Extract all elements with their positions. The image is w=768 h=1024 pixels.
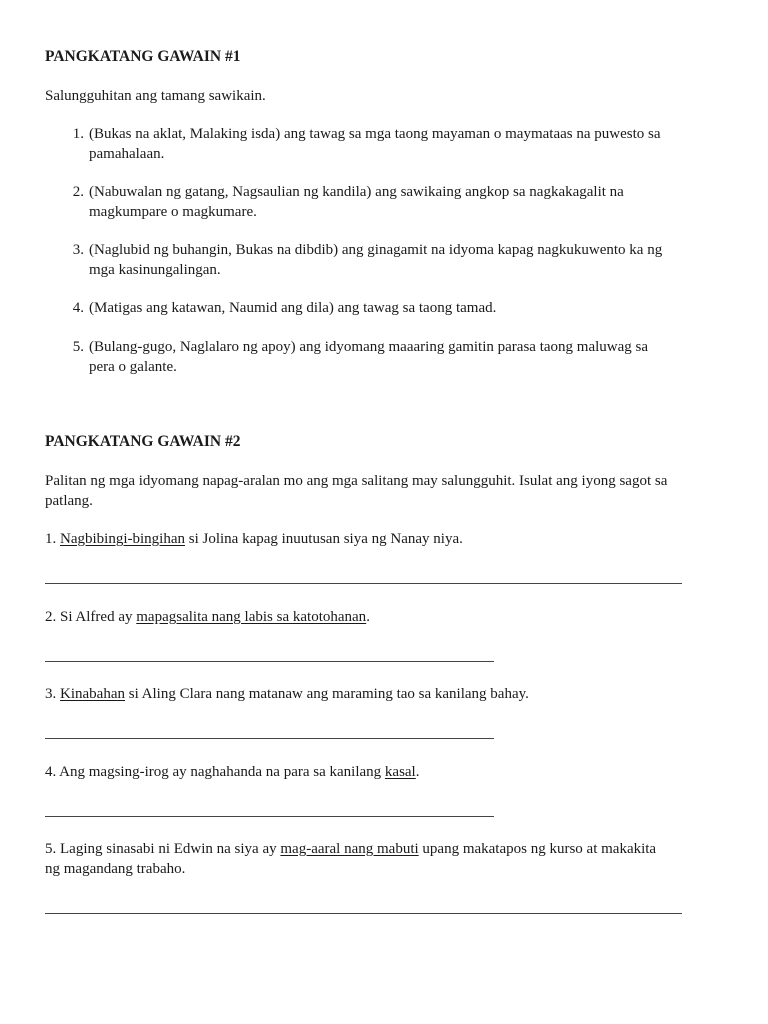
underlined-phrase: mapagsalita nang labis sa katotohanan <box>136 609 367 625</box>
section1-instruction: Salungguhitan ang tamang sawikain. <box>45 88 266 104</box>
item-number: 5. <box>72 339 84 355</box>
question-prefix: 1. <box>45 531 60 547</box>
list-item <box>0 182 768 222</box>
item-text: (Matigas ang katawan, Naumid ang dila) ang tawag sa taong tamad. <box>89 300 497 316</box>
list-item <box>0 240 768 280</box>
item-number: 4. <box>72 300 84 316</box>
item-text-continued: pera o galante. <box>89 359 177 375</box>
list-item <box>0 124 768 164</box>
underlined-phrase: Nagbibingi-bingihan <box>60 531 185 547</box>
question-3 <box>45 684 529 704</box>
answer-blank-3[interactable] <box>45 738 494 739</box>
question-suffix: upang makatapos ng kurso at makakita <box>418 841 657 857</box>
list-item <box>0 337 768 377</box>
item-text: (Bulang-gugo, Naglalaro ng apoy) ang idyomang maaaring gamitin parasa taong maluwag sa <box>89 339 648 355</box>
item-text-continued: mga kasinungalingan. <box>89 262 221 278</box>
question-4 <box>45 762 419 782</box>
section2-instruction: Palitan ng mga idyomang napag-aralan mo ang mga salitang may salungguhit. Isulat ang iyong sagot sa <box>45 473 668 489</box>
question-5 <box>45 839 656 859</box>
question-suffix: si Aling Clara nang matanaw ang maraming tao sa kanilang bahay. <box>124 686 529 702</box>
question-suffix: . <box>415 764 420 780</box>
item-number: 2. <box>72 184 84 200</box>
section1-heading: PANGKATANG GAWAIN #1 <box>45 48 241 65</box>
answer-blank-2[interactable] <box>45 661 494 662</box>
item-number: 3. <box>72 242 84 258</box>
question-5-continued: ng magandang trabaho. <box>45 861 186 877</box>
question-suffix: . <box>366 609 370 625</box>
question-prefix: 5. Laging sinasabi ni Edwin na siya ay <box>45 841 281 857</box>
question-2 <box>45 607 370 627</box>
answer-blank-4[interactable] <box>45 816 494 817</box>
answer-blank-1[interactable] <box>45 583 682 584</box>
item-text-continued: pamahalaan. <box>89 146 165 162</box>
question-prefix: 3. <box>45 686 60 702</box>
item-number: 1. <box>72 126 84 142</box>
underlined-phrase: mag-aaral nang mabuti <box>280 841 419 857</box>
section2-heading: PANGKATANG GAWAIN #2 <box>45 433 241 450</box>
question-1 <box>45 529 463 549</box>
question-suffix: si Jolina kapag inuutusan siya ng Nanay niya. <box>184 531 463 547</box>
item-text-continued: magkumpare o magkumare. <box>89 204 257 220</box>
item-text: (Nabuwalan ng gatang, Nagsaulian ng kandila) ang sawikaing angkop sa nagkakagalit na <box>89 184 624 200</box>
list-item <box>0 298 768 318</box>
section2-instruction-continued: patlang. <box>45 493 93 509</box>
question-prefix: 2. Si Alfred ay <box>45 609 137 625</box>
underlined-phrase: Kinabahan <box>60 686 125 702</box>
answer-blank-5[interactable] <box>45 913 682 914</box>
item-text: (Naglubid ng buhangin, Bukas na dibdib) ang ginagamit na idyoma kapag nagkukuwento ka ng <box>89 242 663 258</box>
underlined-phrase: kasal <box>384 764 416 780</box>
item-text: (Bukas na aklat, Malaking isda) ang tawag sa mga taong mayaman o maymataas na puwesto sa <box>89 126 661 142</box>
question-prefix: 4. Ang magsing-irog ay naghahanda na para sa kanilang <box>45 764 385 780</box>
